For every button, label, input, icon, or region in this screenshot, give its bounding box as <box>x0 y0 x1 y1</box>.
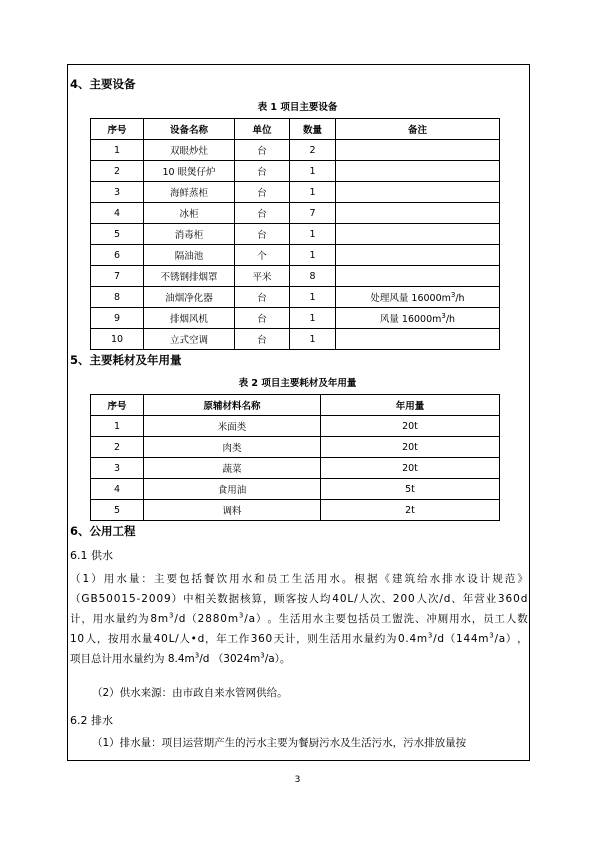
table-row <box>91 224 500 245</box>
section-heading-materials: 5、主要耗材及年用量 <box>70 353 182 367</box>
column-header: 年用量 <box>321 395 500 416</box>
subsection-drainage: 6.2 排水 <box>70 714 113 727</box>
table-cell: 6 <box>91 245 144 266</box>
table-row <box>91 329 500 350</box>
column-header: 单位 <box>235 119 290 140</box>
column-header: 原辅材料名称 <box>144 395 321 416</box>
table-cell: 排烟风机 <box>144 308 235 329</box>
table-cell <box>336 161 500 182</box>
table-cell: 2t <box>321 500 500 521</box>
table-cell: 8 <box>290 266 336 287</box>
table-cell: 7 <box>91 266 144 287</box>
paragraph-line: 计 ， 用 水 量 约 为 8 m $^3$ / d （ 2 8 8 0 m $^3$ / a ） 。 生 活 用 水 主 要 包 括 员 工 盥 洗 、 冲 厕 用 水 ， 员 工 人 数 <box>70 611 528 625</box>
table2-caption: 表 2 项目主要耗材及年用量 <box>238 378 357 389</box>
table-cell <box>336 266 500 287</box>
table-cell: 台 <box>235 203 290 224</box>
table-row <box>91 308 500 329</box>
table-cell: 20t <box>321 458 500 479</box>
table-cell: 5t <box>321 479 500 500</box>
table-cell: 隔油池 <box>144 245 235 266</box>
table-cell: 10 眼煲仔炉 <box>144 161 235 182</box>
table-header-row <box>91 395 500 416</box>
table-cell: 台 <box>235 224 290 245</box>
paragraph-line: （ 1 ） 用 水 量 ： 主 要 包 括 餐 饮 用 水 和 员 工 生 活 用 水 。 根 据 《 建 筑 给 水 排 水 设 计 规 范 》 <box>70 573 528 585</box>
paragraph-line: （ G B 5 0 0 1 5 - 2 0 0 9 ） 中 相 关 数 据 核 算 ， 顾 客 按 人 均 4 0 L / 人 次 、 2 0 0 人 次 / d 、 年 营 业 3 6 0 d <box>70 593 528 605</box>
table-row <box>91 416 500 437</box>
table-cell: 1 <box>91 416 144 437</box>
table-cell: 食用油 <box>144 479 321 500</box>
table-cell: 个 <box>235 245 290 266</box>
column-header: 序号 <box>91 395 144 416</box>
column-header: 序号 <box>91 119 144 140</box>
paragraph-line: 1 0 人 ， 按 用 水 量 4 0 L / 人 • d ， 年 工 作 3 6 0 天 计 ， 则 生 活 用 水 量 约 为 0 . 4 m $^3$ / d （ 1 4 4 m $^3$ / a ） ， <box>70 631 528 645</box>
table-cell: 台 <box>235 182 290 203</box>
table-cell: 双眼炒灶 <box>144 140 235 161</box>
table-cell: 1 <box>290 161 336 182</box>
table-row <box>91 203 500 224</box>
table1-caption: 表 1 项目主要设备 <box>257 102 338 113</box>
table-cell: 2 <box>91 437 144 458</box>
table-cell: 1 <box>290 245 336 266</box>
table-cell: 1 <box>91 140 144 161</box>
table-cell <box>336 203 500 224</box>
table-row <box>91 479 500 500</box>
column-header: 数量 <box>290 119 336 140</box>
table-cell: 8 <box>91 287 144 308</box>
table-cell: 2 <box>91 161 144 182</box>
table-cell: 冰柜 <box>144 203 235 224</box>
table-cell: 10 <box>91 329 144 350</box>
equipment-table <box>90 118 500 350</box>
table-cell: 台 <box>235 287 290 308</box>
table-cell: 处理风量 $16000m^3/h$ <box>336 287 500 308</box>
table-cell <box>336 140 500 161</box>
table-cell: 风量 $16000m^3/h$ <box>336 308 500 329</box>
table-cell: 9 <box>91 308 144 329</box>
materials-table <box>90 394 500 521</box>
table-row <box>91 140 500 161</box>
table-cell: 3 <box>91 458 144 479</box>
table-cell: 台 <box>235 329 290 350</box>
table-cell: 调料 <box>144 500 321 521</box>
table-row <box>91 161 500 182</box>
table-cell: 5 <box>91 224 144 245</box>
table-row <box>91 458 500 479</box>
table-cell: 3 <box>91 182 144 203</box>
water-usage-paragraph <box>70 569 528 669</box>
table-cell: 4 <box>91 203 144 224</box>
table-cell: 1 <box>290 182 336 203</box>
table-cell: 4 <box>91 479 144 500</box>
table-row <box>91 245 500 266</box>
table-cell: 立式空调 <box>144 329 235 350</box>
table-cell: 7 <box>290 203 336 224</box>
column-header: 设备名称 <box>144 119 235 140</box>
table-cell: 1 <box>290 308 336 329</box>
table-header-row <box>91 119 500 140</box>
table-row <box>91 287 500 308</box>
table-cell: 2 <box>290 140 336 161</box>
table-row <box>91 266 500 287</box>
table-cell: 20t <box>321 437 500 458</box>
paragraph-line: 项目总计用水量约为 $8.4m^3/d$ $(3024m^3/a)$。 <box>70 651 291 665</box>
table-cell: 油烟净化器 <box>144 287 235 308</box>
table-cell: 肉类 <box>144 437 321 458</box>
table-cell: 1 <box>290 287 336 308</box>
table-cell <box>336 245 500 266</box>
table-cell <box>336 224 500 245</box>
section-heading-equipment: 4、主要设备 <box>70 77 136 91</box>
table-cell: 米面类 <box>144 416 321 437</box>
table-cell: 蔬菜 <box>144 458 321 479</box>
table-cell: 台 <box>235 161 290 182</box>
column-header: 备注 <box>336 119 500 140</box>
table-cell: 平米 <box>235 266 290 287</box>
table-cell: 1 <box>290 224 336 245</box>
table-cell: 1 <box>290 329 336 350</box>
table-cell: 20t <box>321 416 500 437</box>
page-number: 3 <box>294 775 301 785</box>
section-heading-utilities: 6、公用工程 <box>70 524 136 538</box>
table-cell: 台 <box>235 308 290 329</box>
subsection-water-supply: 6.1 供水 <box>70 549 113 562</box>
table-row <box>91 182 500 203</box>
table-row <box>91 437 500 458</box>
drainage-paragraph: （1）排水量：项目运营期产生的污水主要为餐厨污水及生活污水，污水排放量按 <box>92 737 467 749</box>
table-cell: 台 <box>235 140 290 161</box>
table-cell <box>336 329 500 350</box>
table-row <box>91 500 500 521</box>
water-source-paragraph: （2）供水来源：由市政自来水管网供给。 <box>92 687 288 699</box>
table-cell: 海鲜蒸柜 <box>144 182 235 203</box>
table-cell: 5 <box>91 500 144 521</box>
table-cell: 不锈钢排烟罩 <box>144 266 235 287</box>
table-cell: 消毒柜 <box>144 224 235 245</box>
table-cell <box>336 182 500 203</box>
